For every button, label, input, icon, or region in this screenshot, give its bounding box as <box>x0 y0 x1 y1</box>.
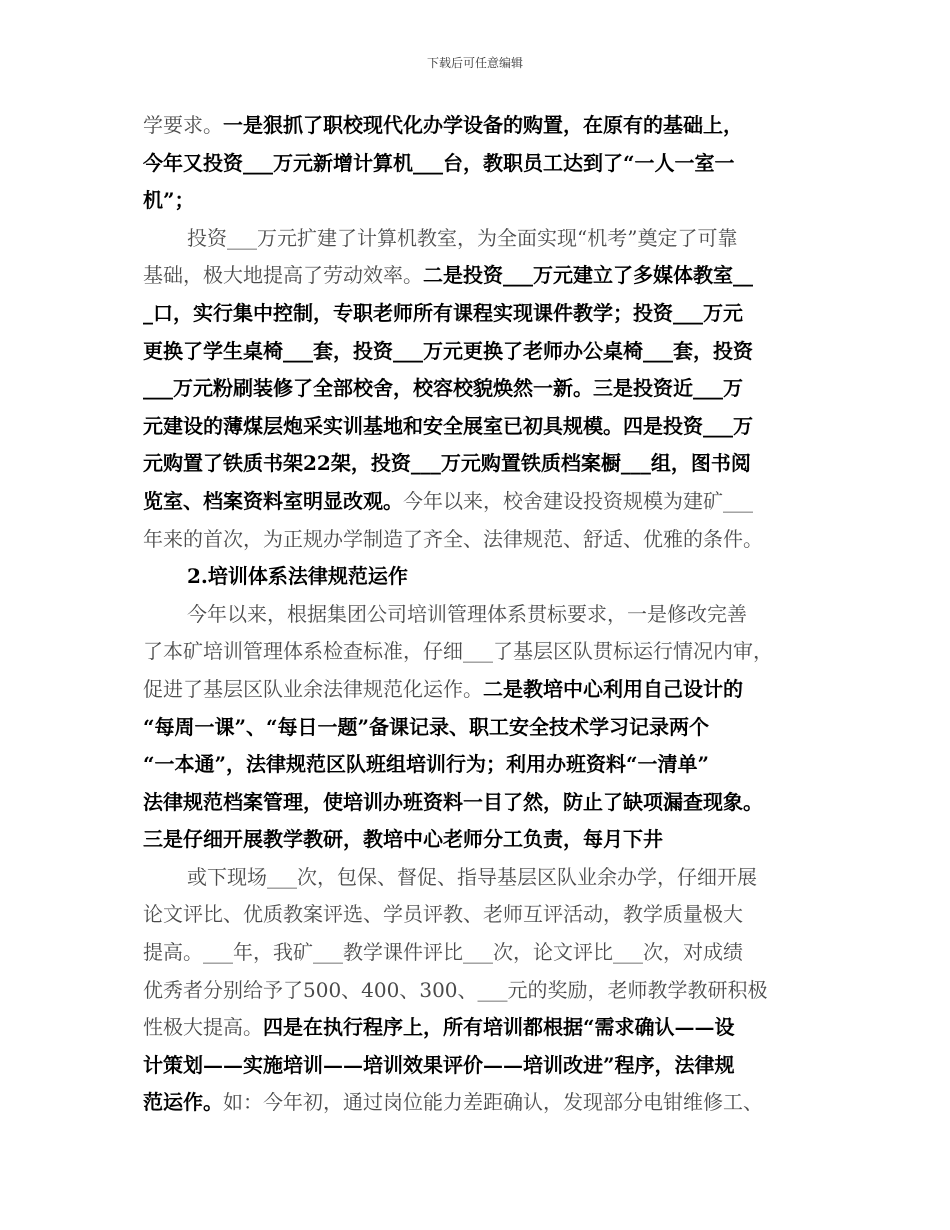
text-line <box>143 1047 810 1085</box>
text-line <box>143 1009 810 1047</box>
text-line <box>143 671 810 709</box>
text-segment: 年来的首次，为正规办学制造了齐全、法律规范、舒适、优雅的条件。 <box>143 526 763 551</box>
bold-text-segment: ___万元粉刷装修了全部校舍，校容校貌焕然一新。三是投资近___万 <box>143 376 743 401</box>
text-segment: 或下现场___次，包保、督促、指导基层区队业余办学，仔细开展 <box>187 864 757 889</box>
bold-text-segment: 今年又投资___万元新增计算机___台，教职员工达到了“一人一室一 <box>143 150 735 175</box>
text-line <box>143 445 810 483</box>
text-line <box>143 633 810 671</box>
text-line <box>143 483 810 521</box>
text-line <box>143 784 810 822</box>
bold-text-segment: 更换了学生桌椅___套，投资___万元更换了老师办公桌椅___套，投资 <box>143 338 753 363</box>
bold-text-segment: 二是教培中心利用自己设计的 <box>483 676 743 701</box>
text-line <box>143 182 810 220</box>
text-line <box>143 333 810 371</box>
text-line <box>143 972 810 1010</box>
text-segment: 今年以来，根据集团公司培训管理体系贯标要求，一是修改完善 <box>187 601 747 626</box>
text-segment: 优秀者分别给予了500、400、300、___元的奖励，老师教学教研积极 <box>143 977 768 1002</box>
text-line <box>143 1084 810 1122</box>
text-segment: 提高。___年，我矿___教学课件评比___次，论文评比___次，对成绩 <box>143 940 743 965</box>
text-segment: 今年以来，校舍建设投资规模为建矿___ <box>403 488 753 513</box>
bold-text-segment: 计策划——实施培训——培训效果评价——培训改进”程序，法律规 <box>143 1052 735 1077</box>
text-line <box>143 596 810 634</box>
text-line <box>143 295 810 333</box>
text-segment: 了本矿培训管理体系检查标准，仔细___了基层区队贯标运行情况内审， <box>143 639 773 664</box>
bold-text-segment: 三是仔细开展教学教研，教培中心老师分工负责，每月下井 <box>143 827 663 852</box>
bold-text-segment: “一本通”，法律规范区队班组培训行为；利用办班资料“一清单” <box>143 752 710 777</box>
bold-text-segment: 元建设的薄煤层炮采实训基地和安全展室已初具规模。四是投资___万 <box>143 413 753 438</box>
text-line <box>143 934 810 972</box>
bold-text-segment: “每周一课”、“每日一题”备课记录、职工安全技术学习记录两个 <box>143 714 710 739</box>
bold-text-segment: 法律规范档案管理，使培训办班资料一目了然，防止了缺项漏查现象。 <box>143 789 763 814</box>
bold-text-segment: 机”； <box>143 188 195 213</box>
bold-text-segment: _口，实行集中控制，专职老师所有课程实现课件教学；投资___万元 <box>143 300 743 325</box>
text-line <box>143 896 810 934</box>
bold-text-segment: 四是在执行程序上，所有培训都根据“需求确认——设 <box>263 1015 735 1040</box>
text-segment: 学要求。 <box>143 113 223 137</box>
text-segment: 投资___万元扩建了计算机教室，为全面实现“机考”奠定了可靠 <box>187 225 738 250</box>
text-segment: 基础，极大地提高了劳动效率。 <box>143 263 423 288</box>
text-segment: 如：今年初，通过岗位能力差距确认，发现部分电钳维修工、 <box>223 1090 763 1115</box>
bold-text-segment: 2.培训体系法律规范运作 <box>187 564 408 589</box>
text-line <box>143 859 810 897</box>
page-header: 下载后可任意编辑 <box>426 56 523 70</box>
text-line <box>143 408 810 446</box>
text-segment: 性极大提高。 <box>143 1015 263 1040</box>
text-line <box>143 709 810 747</box>
bold-text-segment: 二是投资___万元建立了多媒体教室__ <box>423 263 753 288</box>
text-line <box>143 257 810 295</box>
text-line <box>143 370 810 408</box>
text-line <box>143 145 810 183</box>
text-segment: 论文评比、优质教案评选、学员评教、老师互评活动，教学质量极大 <box>143 902 743 927</box>
text-segment: 促进了基层区队业余法律规范化运作。 <box>143 676 483 701</box>
text-line <box>143 107 810 145</box>
text-line <box>143 220 810 258</box>
document-body <box>143 107 810 1122</box>
bold-text-segment: 览室、档案资料室明显改观。 <box>143 488 403 513</box>
text-line <box>143 821 810 859</box>
bold-text-segment: 范运作。 <box>143 1090 223 1115</box>
text-line <box>143 746 810 784</box>
text-line <box>143 521 810 559</box>
section-heading <box>143 558 810 596</box>
bold-text-segment: 元购置了铁质书架22架，投资___万元购置铁质档案橱___组，图书阅 <box>143 451 751 476</box>
bold-text-segment: 一是狠抓了职校现代化办学设备的购置，在原有的基础上， <box>223 113 743 137</box>
